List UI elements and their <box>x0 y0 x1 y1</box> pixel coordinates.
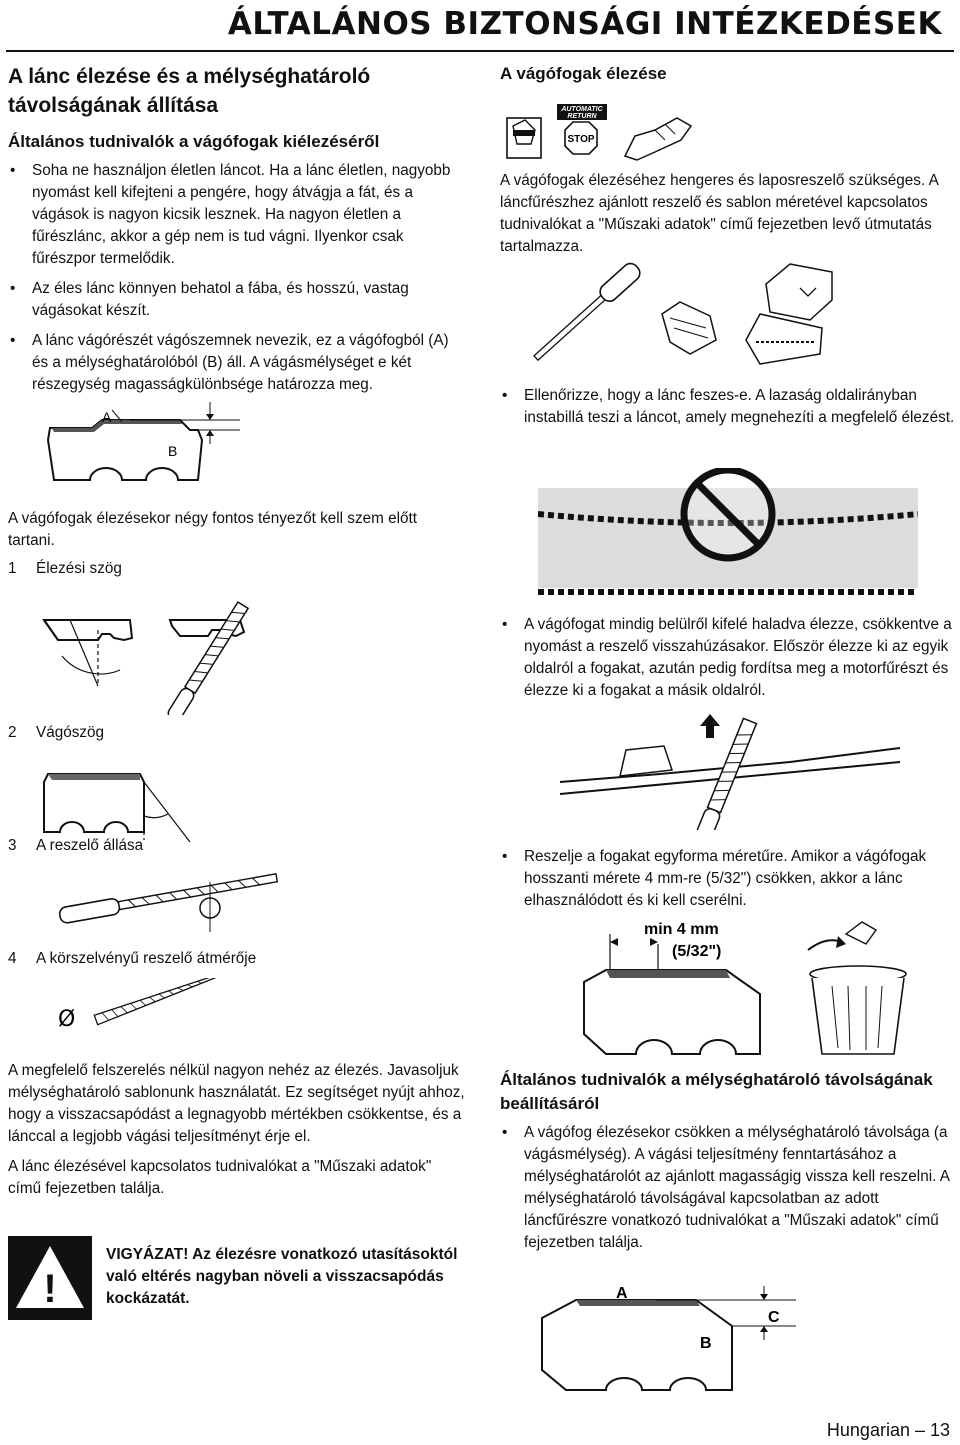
list-item: • A vágófog élezésekor csökken a mélységhatároló távolsága (a vágásmélység). A vágási teljesítmény fenntartásához a mélységhatárolót az ajánlott magasságig vissza kell reszelni. A mélységhatároló távolságával kapcsolatban az adott láncfűrészre vonatkozó tudnivalókat a "Műszaki adatok" című fejezetben találja. <box>500 1122 955 1254</box>
label-c: C <box>768 1309 780 1326</box>
depth-gauge-section <box>500 1068 955 1116</box>
left-column-bottom <box>8 1060 468 1200</box>
diameter-symbol: Ø <box>58 1007 76 1032</box>
file-and-gauge-tools <box>520 258 840 376</box>
auto-label: AUTOMATIC <box>561 106 603 113</box>
stop-label: STOP <box>567 134 595 145</box>
filing-direction-figure <box>560 710 900 830</box>
factors-intro: A vágófogak élezésekor négy fontos tényezőt kell szem előtt tartani. <box>8 510 418 549</box>
list-item: • A vágófogat mindig belülről kifelé haladva élezze, csökkentve a nyomást a reszelő visszahúzásakor. Először élezze ki az egyik oldalról a fogakat, azután pedig fordítsa meg a motorfűrészt és élezze ki a fogakat a másik oldalról. <box>500 614 955 702</box>
tension-bullet <box>500 385 955 437</box>
right-column-top <box>500 62 955 86</box>
page-footer: Hungarian – 13 <box>826 1420 950 1440</box>
label-b: B <box>168 443 178 459</box>
list-item: • Reszelje a fogakat egyforma méretűre. Amikor a vágófogak hosszanti mérete 4 mm-re (5/32") csökken, akkor a lánc elhasználódott és ki kell cserélni. <box>500 846 955 912</box>
warning-text: VIGYÁZAT! Az élezésre vonatkozó utasításoktól való eltérés nagyban növeli a visszacsapódás kockázatát. <box>106 1246 458 1307</box>
min-label: min 4 mm <box>644 921 719 938</box>
min-label-inch: (5/32") <box>672 943 722 960</box>
warning-box <box>8 1236 470 1320</box>
list-item: • Az éles lánc könnyen behatol a fába, és hosszú, vastag vágásokat készít. <box>8 278 468 322</box>
list-item: • A lánc vágórészét vágószemnek nevezik, ez a vágófogból (A) és a mélységhatárolóból (B) áll. A vágásmélységet e két részegység magasságkülönbsége határozza meg. <box>8 330 468 396</box>
intro-bullet-list <box>8 160 468 396</box>
label-a: A <box>102 409 112 425</box>
label-b: B <box>700 1335 712 1352</box>
round-file-diagram <box>40 978 240 1038</box>
factor-row-2: 2 Vágószög <box>8 724 105 741</box>
section-heading: A vágófogak élezése <box>500 64 667 83</box>
factor-row-1: 1 Élezési szög <box>8 560 122 577</box>
label-a: A <box>616 1286 628 1302</box>
list-item: • Soha ne használjon életlen láncot. Ha a lánc életlen, nagyobb nyomást kell kifejteni a pengére, hogy átvágja a fát, és a vágások is nagyon kicsik lesznek. Ha nagyon életlen a fűrészlánc, akkor a gép nem is tud vágni. Ilyenkor csak fűrészpor termelődik. <box>8 160 468 270</box>
section-heading: A lánc élezése és a mélységhatároló távolságának állítása <box>8 65 371 117</box>
file-position-diagram <box>40 868 290 938</box>
cutter-diagram-ab <box>40 400 240 495</box>
minimum-cutter-length-figure <box>576 914 956 1064</box>
depth-gauge-diagram-abc <box>536 1286 836 1398</box>
sharpening-angle-diagram <box>40 590 280 715</box>
paragraph: A megfelelő felszerelés nélkül nagyon nehéz az élezés. Javasoljuk mélységhatároló sablonunk használatát. Ez segítséget nyújt ahhoz, hogy a visszacsapódást a legnagyobb mértékben csökkentse, és a lánccal a legjobb vágási teljesítményt érje el. <box>8 1062 465 1145</box>
paragraph: A lánc élezésével kapcsolatos tudnivalókat a "Műszaki adatok" című fejezetben találja. <box>8 1158 432 1197</box>
warning-icon <box>8 1236 92 1320</box>
slack-chain-prohibited-figure <box>538 468 918 608</box>
equal-size-bullet <box>500 846 955 920</box>
auto-return-stop-figure <box>505 100 705 168</box>
depth-gauge-bullet <box>500 1122 955 1262</box>
svg-text:!: ! <box>43 1267 57 1311</box>
header-rule <box>6 50 954 52</box>
sharpen-direction-bullet <box>500 614 955 710</box>
subsection-heading: Általános tudnivalók a vágófogak kiélezéséről <box>8 132 380 151</box>
left-column-top <box>8 62 468 404</box>
factor-row-3: 3 A reszelő állása <box>8 837 144 854</box>
factor-row-4: 4 A körszelvényű reszelő átmérője <box>8 950 257 967</box>
paragraph: A vágófogak élezéséhez hengeres és laposreszelő szükséges. A láncfűrészhez ajánlott reszelő és sablon méretével kapcsolatos tudnivalókat a "Műszaki adatok" című fejezetben levő útmutatás tartalmazza. <box>500 172 938 255</box>
return-label: RETURN <box>567 113 597 120</box>
page-header-title: ÁLTALÁNOS BIZTONSÁGI INTÉZKEDÉSEK <box>227 6 942 42</box>
list-item: • Ellenőrizze, hogy a lánc feszes-e. A lazaság oldalirányban instabillá teszi a láncot, amely megnehezíti a megfelelő élezést. <box>500 385 955 429</box>
subsection-heading: Általános tudnivalók a mélységhatároló távolságának beállításáról <box>500 1070 933 1113</box>
